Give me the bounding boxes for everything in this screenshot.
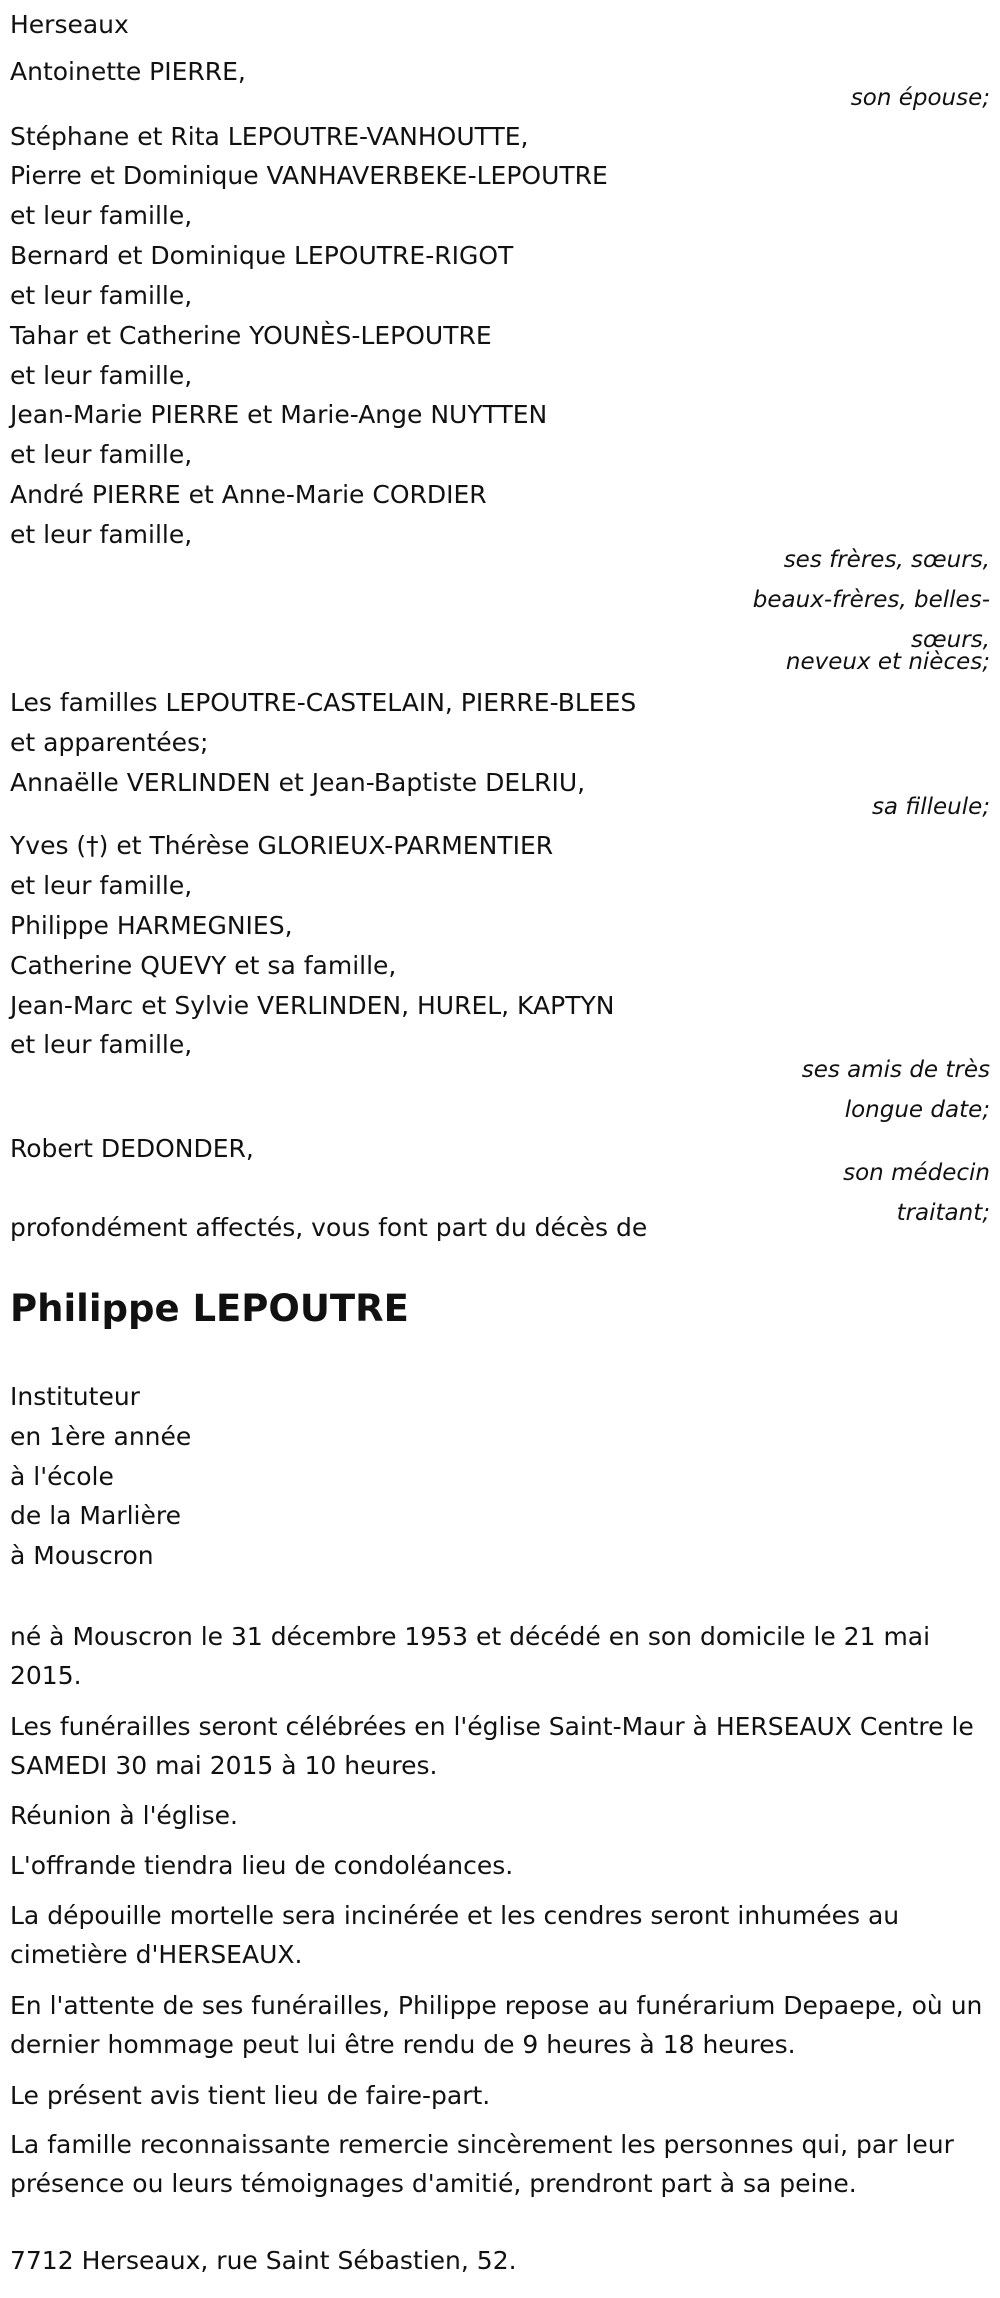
- sibling-line: et leur famille,: [10, 520, 193, 549]
- friends-line: et leur famille,: [10, 871, 193, 900]
- notice-paragraph: Le présent avis tient lieu de faire-part.: [10, 2081, 491, 2110]
- sibling-line: et leur famille,: [10, 201, 193, 230]
- siblings-role-line: ses frères, sœurs,: [783, 547, 990, 573]
- siblings-role-line: beaux-frères, belles-: [752, 587, 990, 613]
- sibling-line: André PIERRE et Anne-Marie CORDIER: [10, 480, 487, 509]
- relatives-line: Annaëlle VERLINDEN et Jean-Baptiste DELRIU,: [10, 768, 586, 797]
- thanks-paragraph: La famille reconnaissante remercie sincèrement les personnes qui, par leur présence ou leurs témoignages d'amitié, prendront part à sa peine.: [10, 2130, 954, 2198]
- birth-death-paragraph: né à Mouscron le 31 décembre 1953 et décédé en son domicile le 21 mai 2015.: [10, 1622, 931, 1690]
- doctor-name: Robert DEDONDER,: [10, 1134, 254, 1163]
- sibling-line: Stéphane et Rita LEPOUTRE-VANHOUTTE,: [10, 122, 529, 151]
- funerarium-paragraph: En l'attente de ses funérailles, Philippe repose au funérarium Depaepe, où un dernier hommage peut lui être rendu de 9 heures à 18 heures.: [10, 1991, 983, 2059]
- goddaughter-role: sa filleule;: [871, 794, 990, 820]
- occupation-line: de la Marlière: [10, 1501, 181, 1530]
- relatives-line: Les familles LEPOUTRE-CASTELAIN, PIERRE-BLEES: [10, 688, 637, 717]
- siblings-role-line: neveux et nièces;: [785, 649, 990, 675]
- friends-line: Jean-Marc et Sylvie VERLINDEN, HUREL, KAPTYN: [10, 991, 615, 1020]
- spouse-name: Antoinette PIERRE,: [10, 57, 246, 86]
- occupation-line: en 1ère année: [10, 1422, 192, 1451]
- doctor-role-line: traitant;: [896, 1200, 990, 1226]
- sibling-line: et leur famille,: [10, 281, 193, 310]
- deceased-name: Philippe LEPOUTRE: [10, 1287, 409, 1330]
- sibling-line: et leur famille,: [10, 440, 193, 469]
- sibling-line: et leur famille,: [10, 361, 193, 390]
- cremation-paragraph: La dépouille mortelle sera incinérée et les cendres seront inhumées au cimetière d'HERSEAUX.: [10, 1901, 900, 1969]
- occupation-line: Instituteur: [10, 1382, 140, 1411]
- friends-line: Philippe HARMEGNIES,: [10, 911, 293, 940]
- address-line: 7712 Herseaux, rue Saint Sébastien, 52.: [10, 2246, 517, 2275]
- spouse-role: son épouse;: [850, 85, 990, 111]
- friends-line: Catherine QUEVY et sa famille,: [10, 951, 397, 980]
- sibling-line: Bernard et Dominique LEPOUTRE-RIGOT: [10, 241, 514, 270]
- relatives-line: et apparentées;: [10, 728, 209, 757]
- friends-role-line: longue date;: [844, 1097, 990, 1123]
- doctor-role-line: son médecin: [843, 1160, 990, 1186]
- sibling-line: Pierre et Dominique VANHAVERBEKE-LEPOUTRE: [10, 161, 608, 190]
- condolences-paragraph: L'offrande tiendra lieu de condoléances.: [10, 1851, 514, 1880]
- sibling-line: Jean-Marie PIERRE et Marie-Ange NUYTTEN: [10, 400, 548, 429]
- siblings-role-line: sœurs,: [911, 627, 990, 653]
- friends-role-line: ses amis de très: [801, 1057, 990, 1083]
- occupation-line: à l'école: [10, 1462, 114, 1491]
- sibling-line: Tahar et Catherine YOUNÈS-LEPOUTRE: [10, 321, 492, 350]
- announcement-text: profondément affectés, vous font part du décès de: [10, 1213, 648, 1242]
- place-heading: Herseaux: [10, 10, 129, 39]
- funeral-paragraph: Les funérailles seront célébrées en l'église Saint-Maur à HERSEAUX Centre le SAMEDI 30 mai 2015 à 10 heures.: [10, 1712, 974, 1780]
- occupation-line: à Mouscron: [10, 1541, 154, 1570]
- meeting-paragraph: Réunion à l'église.: [10, 1801, 238, 1830]
- friends-line: et leur famille,: [10, 1030, 193, 1059]
- friends-line: Yves (†) et Thérèse GLORIEUX-PARMENTIER: [10, 831, 554, 860]
